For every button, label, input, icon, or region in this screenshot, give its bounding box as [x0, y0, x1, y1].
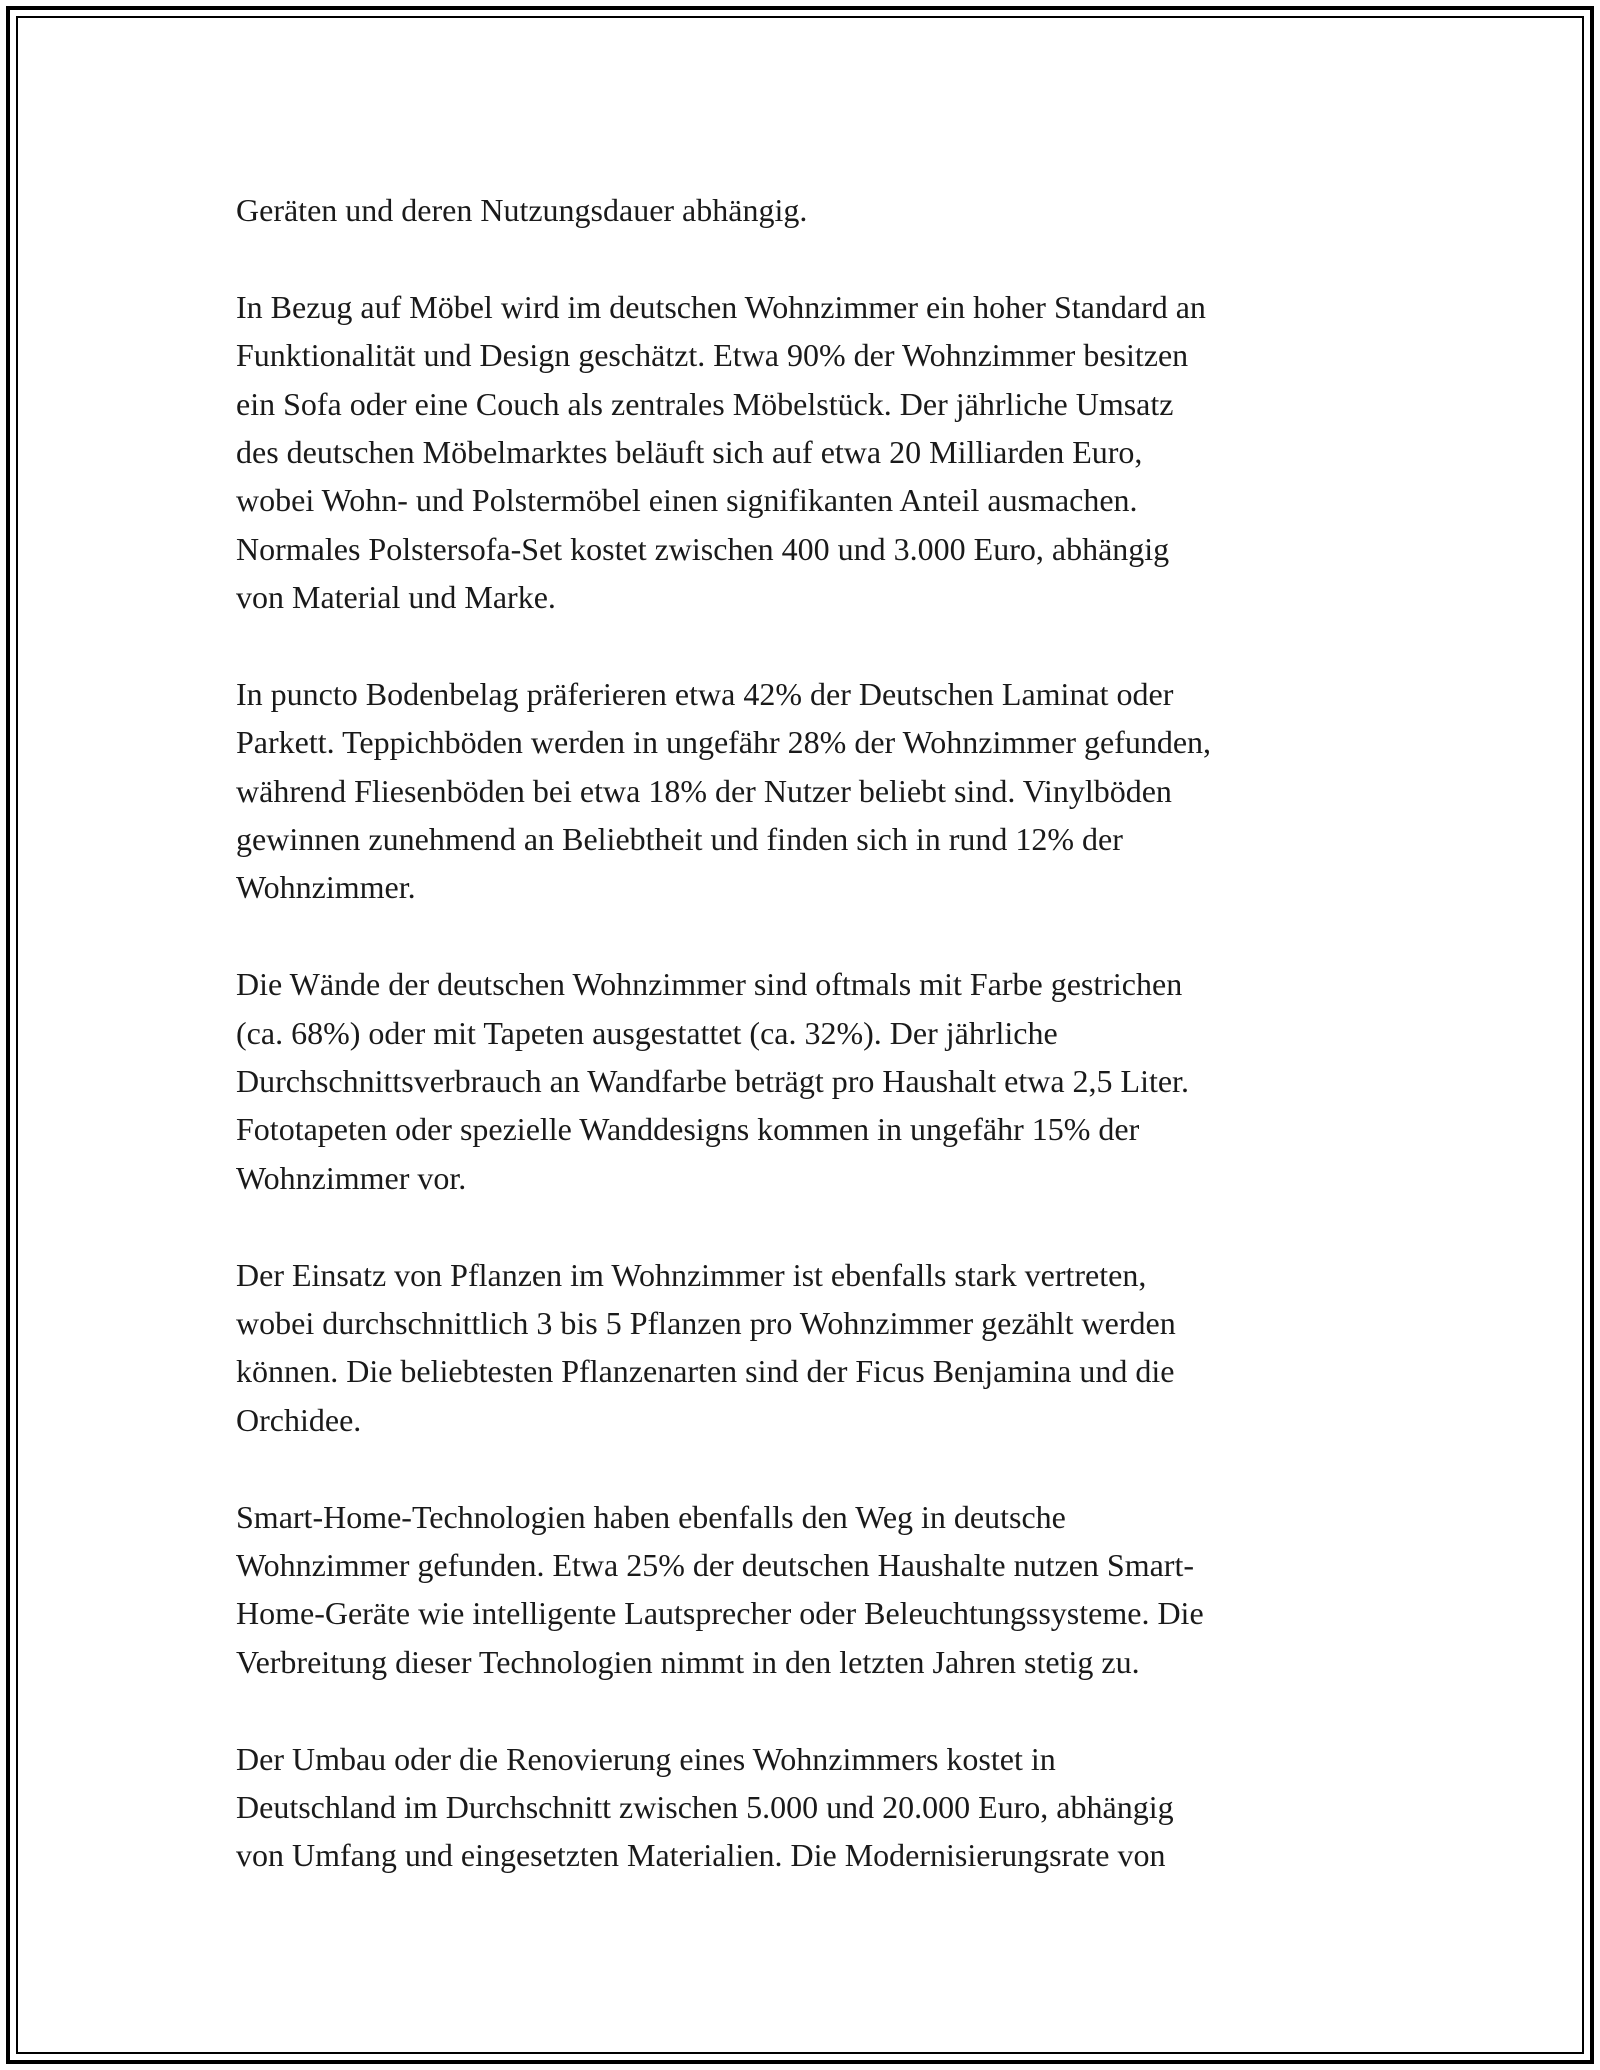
text-line: (ca. 68%) oder mit Tapeten ausgestattet (ca. 32%). Der jährliche: [236, 1014, 1058, 1051]
document-body: [236, 186, 1376, 1928]
text-line: ein Sofa oder eine Couch als zentrales Möbelstück. Der jährliche Umsatz: [236, 385, 1174, 422]
text-line: Verbreitung dieser Technologien nimmt in den letzten Jahren stetig zu.: [236, 1643, 1140, 1680]
text-line: Home-Geräte wie intelligente Lautsprecher oder Beleuchtungssysteme. Die: [236, 1595, 1204, 1632]
text-line: In puncto Bodenbelag präferieren etwa 42% der Deutschen Laminat oder: [236, 675, 1174, 712]
text-line: Smart-Home-Technologien haben ebenfalls den Weg in deutsche: [236, 1498, 1066, 1535]
paragraph-2: [236, 283, 1376, 622]
text-line: In Bezug auf Möbel wird im deutschen Wohnzimmer ein hoher Standard an: [236, 288, 1206, 325]
text-line: des deutschen Möbelmarktes beläuft sich auf etwa 20 Milliarden Euro,: [236, 433, 1143, 470]
text-line: Orchidee.: [236, 1401, 362, 1438]
text-line: Der Umbau oder die Renovierung eines Wohnzimmers kostet in: [236, 1740, 1056, 1777]
text-line: Durchschnittsverbrauch an Wandfarbe beträgt pro Haushalt etwa 2,5 Liter.: [236, 1063, 1189, 1100]
text-line: Wohnzimmer gefunden. Etwa 25% der deutschen Haushalte nutzen Smart-: [236, 1546, 1194, 1583]
text-line: Die Wände der deutschen Wohnzimmer sind oftmals mit Farbe gestrichen: [236, 966, 1183, 1003]
text-line: Funktionalität und Design geschätzt. Etwa 90% der Wohnzimmer besitzen: [236, 337, 1189, 374]
text-line: von Material und Marke.: [236, 579, 556, 616]
text-line: von Umfang und eingesetzten Materialien. Die Modernisierungsrate von: [236, 1837, 1166, 1874]
text-line: Normales Polstersofa-Set kostet zwischen 400 und 3.000 Euro, abhängig: [236, 530, 1170, 567]
text-line: Fototapeten oder spezielle Wanddesigns kommen in ungefähr 15% der: [236, 1111, 1140, 1148]
text-line: Deutschland im Durchschnitt zwischen 5.000 und 20.000 Euro, abhängig: [236, 1788, 1174, 1825]
paragraph-1: [236, 186, 1376, 234]
text-line: können. Die beliebtesten Pflanzenarten sind der Ficus Benjamina und die: [236, 1353, 1175, 1390]
text-line: Parkett. Teppichböden werden in ungefähr 28% der Wohnzimmer gefunden,: [236, 724, 1212, 761]
text-line: gewinnen zunehmend an Beliebtheit und finden sich in rund 12% der: [236, 821, 1123, 858]
text-line: Wohnzimmer.: [236, 869, 416, 906]
paragraph-7: [236, 1735, 1376, 1880]
text-line: während Fliesenböden bei etwa 18% der Nutzer beliebt sind. Vinylböden: [236, 772, 1172, 809]
text-line: Der Einsatz von Pflanzen im Wohnzimmer ist ebenfalls stark vertreten,: [236, 1256, 1147, 1293]
text-line: wobei Wohn- und Polstermöbel einen signifikanten Anteil ausmachen.: [236, 482, 1138, 519]
paragraph-4: [236, 960, 1376, 1202]
text-line: Geräten und deren Nutzungsdauer abhängig.: [236, 192, 808, 228]
text-line: Wohnzimmer vor.: [236, 1159, 467, 1196]
text-line: wobei durchschnittlich 3 bis 5 Pflanzen pro Wohnzimmer gezählt werden: [236, 1304, 1176, 1341]
paragraph-3: [236, 670, 1376, 912]
paragraph-6: [236, 1493, 1376, 1687]
paragraph-5: [236, 1251, 1376, 1445]
